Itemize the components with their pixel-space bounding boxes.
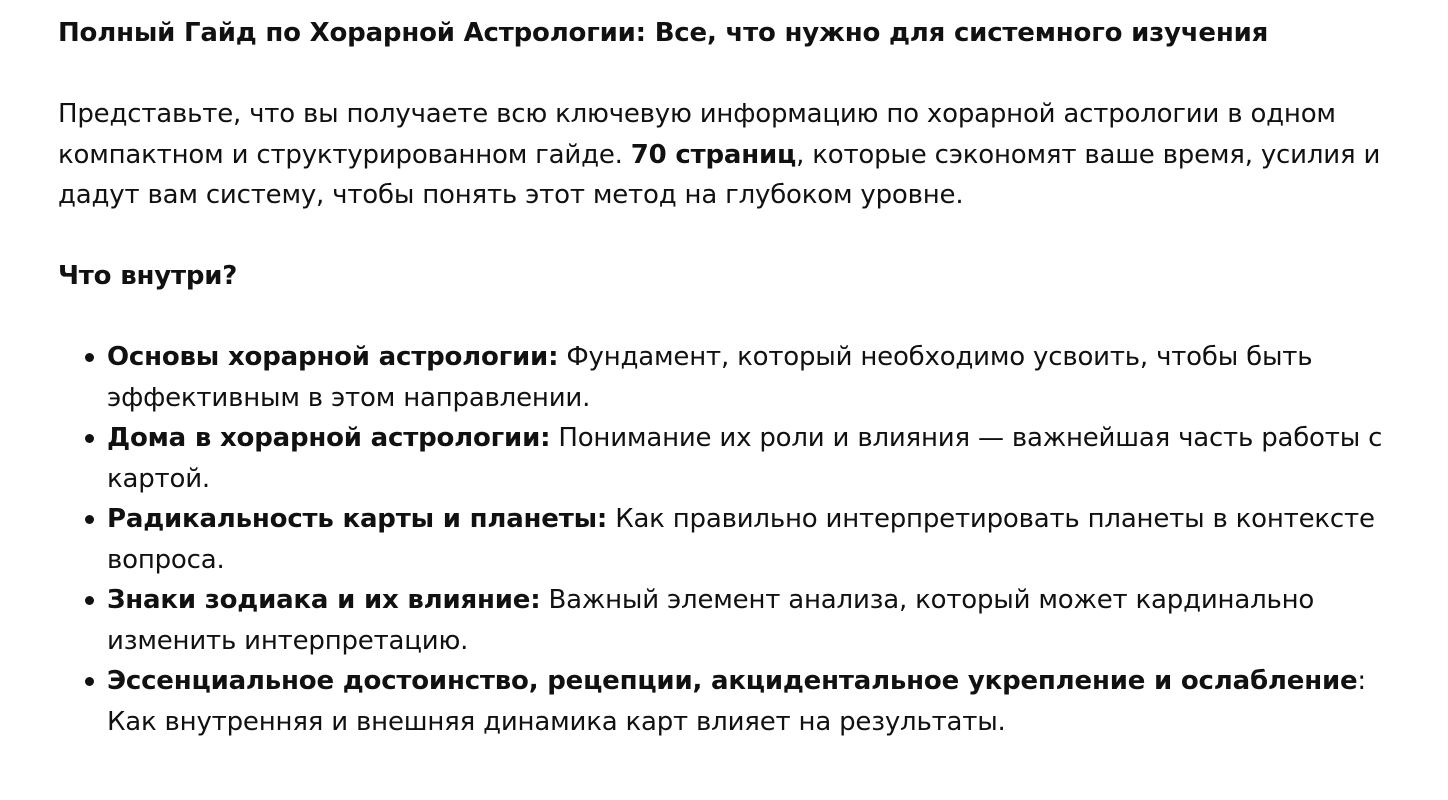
bullet-icon — [85, 434, 94, 443]
page-title: Полный Гайд по Хорарной Астрологии: Все, что нужно для системного изучения — [58, 18, 1269, 48]
section-heading: Что внутри? — [58, 261, 238, 291]
intro-text-start: Представьте, что вы получаете всю ключевую информацию по хорарной астрологии в одном компактном и структурированном гайде. — [58, 99, 1336, 170]
list-item — [58, 337, 1388, 418]
list-item-text: Понимание их роли и влияния — важнейшая часть работы с картой. — [107, 423, 1383, 494]
bullet-icon — [85, 596, 94, 605]
list-item — [58, 580, 1388, 661]
intro-page-count: 70 страниц — [630, 139, 797, 170]
document-body — [58, 13, 1388, 742]
intro-paragraph — [58, 94, 1388, 216]
list-item-title: Основы хорарной астрологии: — [107, 342, 559, 372]
list-item-text: Как правильно интерпретировать планеты в контексте вопроса. — [107, 504, 1375, 575]
list-item-title: Знаки зодиака и их влияние: — [107, 585, 541, 615]
list-item-title: Дома в хорарной астрологии: — [107, 423, 551, 453]
intro-text-end: , которые сэкономят ваше время, усилия и дадут вам систему, чтобы понять этот метод на глубоком уровне. — [58, 139, 1381, 210]
list-item — [58, 499, 1388, 580]
list-item — [58, 661, 1388, 742]
list-item-text: Важный элемент анализа, который может кардинально изменить интерпретацию. — [107, 585, 1315, 656]
bullet-icon — [85, 353, 94, 362]
list-item — [58, 418, 1388, 499]
list-item-text: : Как внутренняя и внешняя динамика карт влияет на результаты. — [107, 666, 1366, 737]
list-item-title: Эссенциальное достоинство, рецепции, акцидентальное укрепление и ослабление — [107, 666, 1358, 696]
bullet-icon — [85, 515, 94, 524]
list-item-title: Радикальность карты и планеты: — [107, 504, 608, 534]
feature-list — [58, 337, 1388, 742]
list-item-text: Фундамент, который необходимо усвоить, чтобы быть эффективным в этом направлении. — [107, 342, 1313, 413]
bullet-icon — [85, 677, 94, 686]
